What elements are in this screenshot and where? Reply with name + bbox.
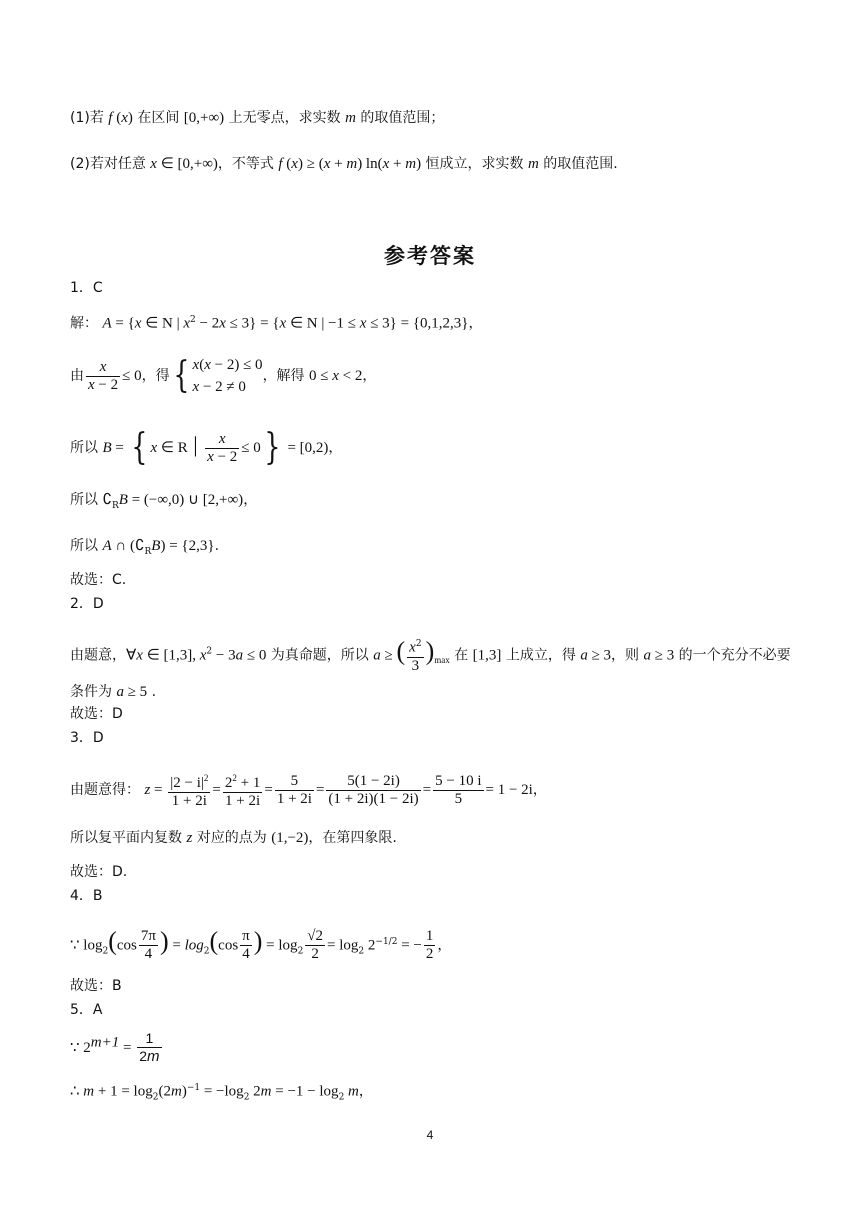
answer-2-header: 2．D (70, 596, 104, 612)
question-part-1: (1)若 f (x) 在区间 [0,+∞) 上无零点，求实数 m 的取值范围； (70, 110, 445, 126)
answer-1-header: 1．C (70, 280, 103, 296)
answer-2-line-2: 条件为 a ≥ 5 . (70, 684, 157, 700)
answer-5-header: 5．A (70, 1002, 103, 1018)
answer-4-line-1: ∵ $\log_2(\cos$ $\frac{7\pi}{4}$ ) = $\log_2(\cos$ $\frac{\pi}{4}$ ) = $\log_2$ $\frac{√2}{2}$ = $\log_2 2^{-1/2}$ = − $\frac{1}{2}$ ， (70, 926, 452, 962)
answer-3-line-2: 所以复平面内复数 z 对应的点为 (1,−2)，在第四象限. (70, 830, 397, 846)
question-part-2: (2)若对任意 x ∈ [0,+∞)，不等式 f (x) ≥ (x + m) ln(x + m) 恒成立，求实数 m 的取值范围. (70, 156, 618, 172)
answer-2-choice: 故选：D (70, 706, 123, 722)
answer-1-choice: 故选：C. (70, 572, 127, 588)
answer-5-line-2: ∴ $m + 1 = \log_2(2m)^{-1} = -\log_2$ $2m = -1 - \log_2 m$， (70, 1083, 373, 1103)
answer-3-header: 3．D (70, 730, 104, 746)
answer-1-line-3: 所以 B = { x ∈ R | $\frac{x}{x - 2}$ ≤ 0} = [0,2)， (70, 427, 343, 468)
page-title: 参考答案 (384, 244, 476, 268)
answer-3-line-1: 由题意得： z = $\frac{|2 - i|^2}{1 + 2i}$ = $\frac{2^2 + 1}{1 + 2i}$ = $\frac{5}{1 + 2i}$ = $\frac{5(1 - 2i)}{(1 + 2i)(1 - 2i)}$ = $\frac{5 - 10 i}{5}$ = 1 − 2i， (70, 772, 547, 809)
answer-4-choice: 故选：B (70, 978, 122, 994)
answer-1-line-4: 所以 $∁_RB = (-\infty,0)$ ∪ [2,+∞)， (70, 492, 258, 511)
page-number: 4 (426, 1128, 434, 1142)
answer-1-line-2: 由 $\frac{x}{x - 2}$ ≤ 0，得{ x(x − 2) ≤ 0 x − 2 ≠ 0，解得 0 ≤ x < 2， (70, 355, 377, 396)
answer-3-choice: 故选：D. (70, 864, 128, 880)
answer-1-line-1: 解： A = {x ∈ N | $x^2 - 2x \le 3\} = \{x$ ∈ N | −1 ≤ x ≤ 3} = {0,1,2,3}， (70, 315, 483, 332)
answer-2-line-1: 由题意，∀x ∈ [1,3], $x^2 - 3a \le 0$ 为真命题，所以 a ≥ ( $\frac{x^2}{3}$ )$_{max}$ 在 [1,3] 上成立，得 a ≥ 3，则 a ≥ 3 的一个充分不必要 (70, 636, 791, 674)
answer-5-line-1: ∵ $2^{m+1}$ = $\frac{1}{2m}$ (70, 1030, 160, 1065)
answer-1-line-5: 所以 A ∩ $(∁_RB) = \{2,3\}$. (70, 538, 220, 557)
answer-4-header: 4．B (70, 888, 103, 904)
